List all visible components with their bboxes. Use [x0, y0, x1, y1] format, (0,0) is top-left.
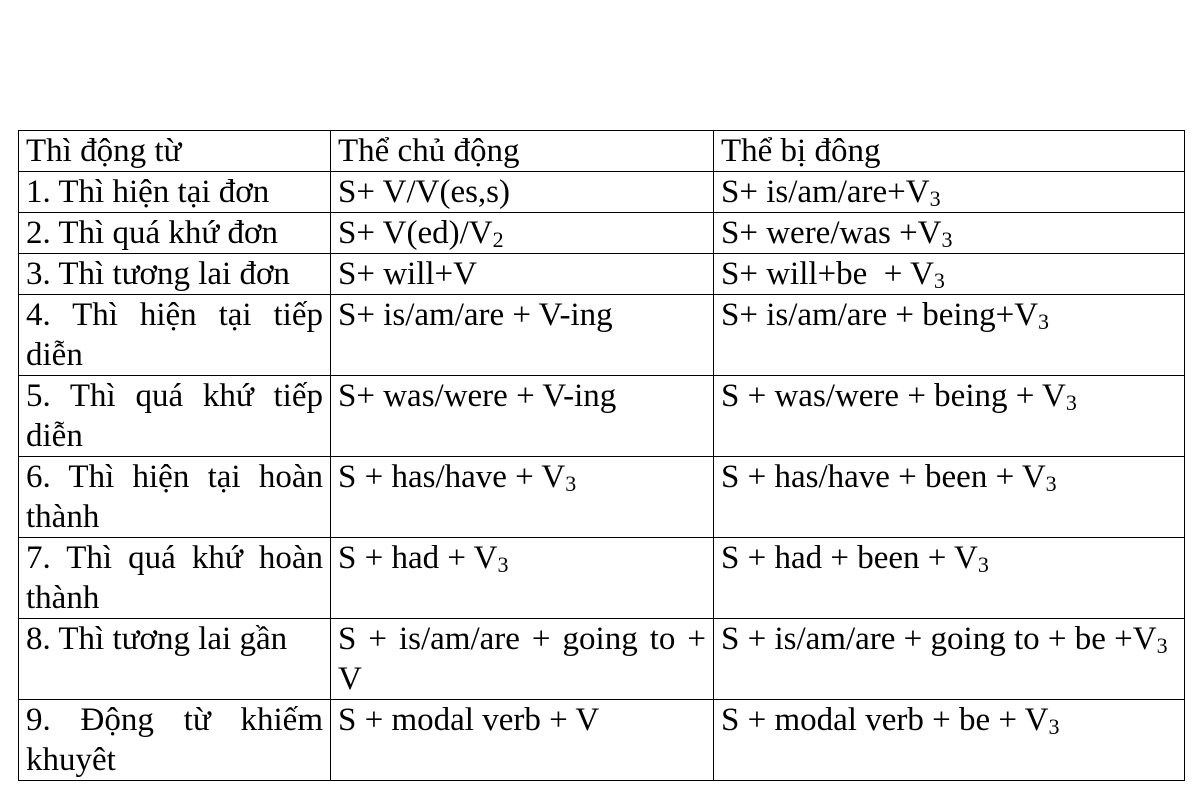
active-formula-cell: [331, 538, 714, 619]
active-formula-cell: [331, 254, 714, 295]
table-row: [19, 700, 1185, 781]
passive-formula-cell: [714, 213, 1185, 254]
formula-text: S + has/have + V: [338, 459, 566, 495]
formula-text: S+ is/am/are + being+V: [721, 297, 1039, 333]
formula-text: S+ is/am/are + V-ing: [338, 297, 613, 333]
table-row: [19, 457, 1185, 538]
header-tense: Thì động từ: [19, 131, 331, 172]
formula-subscript: 3: [1038, 309, 1050, 334]
formula-text: S+ will+be + V: [721, 256, 934, 292]
passive-formula-cell: [714, 538, 1185, 619]
formula-text: S+ V(ed)/V: [338, 215, 493, 251]
table-row: [19, 213, 1185, 254]
table-row: [19, 538, 1185, 619]
formula-subscript: 3: [497, 552, 509, 577]
tense-cell: 1. Thì hiện tại đơn: [19, 172, 331, 213]
header-passive-voice: Thể bị đông: [714, 131, 1185, 172]
passive-formula-cell: [714, 295, 1185, 376]
table-row: [19, 376, 1185, 457]
table-row: [19, 254, 1185, 295]
formula-text: S + was/were + being + V: [721, 378, 1066, 414]
formula-text: S + is/am/are + going to + V: [338, 621, 706, 697]
tense-cell: 9. Động từ khiếm khuyêt: [19, 700, 331, 781]
active-formula-cell: [331, 295, 714, 376]
formula-subscript: 3: [1156, 633, 1168, 658]
header-active-voice: Thể chủ động: [331, 131, 714, 172]
formula-text: S + had + V: [338, 540, 498, 576]
table-header-row: [19, 131, 1185, 172]
table-row: [19, 295, 1185, 376]
formula-text: S + had + been + V: [721, 540, 978, 576]
formula-subscript: 3: [565, 471, 577, 496]
active-formula-cell: [331, 619, 714, 700]
formula-subscript: 3: [1045, 471, 1057, 496]
formula-text: S+ V/V(es,s): [338, 174, 511, 210]
active-formula-cell: [331, 700, 714, 781]
passive-formula-cell: [714, 376, 1185, 457]
tense-voice-table: [18, 130, 1185, 781]
formula-text: S+ is/am/are+V: [721, 174, 930, 210]
active-formula-cell: [331, 213, 714, 254]
formula-subscript: 3: [929, 186, 941, 211]
active-formula-cell: [331, 457, 714, 538]
tense-cell: 8. Thì tương lai gần: [19, 619, 331, 700]
formula-text: S + is/am/are + going to + be +V: [721, 621, 1157, 657]
formula-text: S + modal verb + be + V: [721, 702, 1049, 738]
formula-text: S + modal verb + V: [338, 702, 600, 738]
formula-text: S+ was/were + V-ing: [338, 378, 617, 414]
active-formula-cell: [331, 376, 714, 457]
tense-cell: 7. Thì quá khứ hoàn thành: [19, 538, 331, 619]
passive-formula-cell: [714, 254, 1185, 295]
tense-cell: 4. Thì hiện tại tiếp diễn: [19, 295, 331, 376]
table-row: [19, 172, 1185, 213]
formula-subscript: 3: [933, 268, 945, 293]
formula-subscript: 3: [977, 552, 989, 577]
formula-text: S + has/have + been + V: [721, 459, 1046, 495]
tense-cell: 2. Thì quá khứ đơn: [19, 213, 331, 254]
tense-cell: 3. Thì tương lai đơn: [19, 254, 331, 295]
formula-text: S+ were/was +V: [721, 215, 942, 251]
table-row: [19, 619, 1185, 700]
formula-subscript: 3: [941, 227, 953, 252]
formula-subscript: 2: [492, 227, 504, 252]
formula-subscript: 3: [1065, 390, 1077, 415]
tense-cell: 5. Thì quá khứ tiếp diễn: [19, 376, 331, 457]
passive-formula-cell: [714, 172, 1185, 213]
formula-text: S+ will+V: [338, 256, 477, 292]
active-formula-cell: [331, 172, 714, 213]
passive-formula-cell: [714, 457, 1185, 538]
formula-subscript: 3: [1048, 714, 1060, 739]
passive-formula-cell: [714, 700, 1185, 781]
tense-cell: 6. Thì hiện tại hoàn thành: [19, 457, 331, 538]
passive-formula-cell: [714, 619, 1185, 700]
